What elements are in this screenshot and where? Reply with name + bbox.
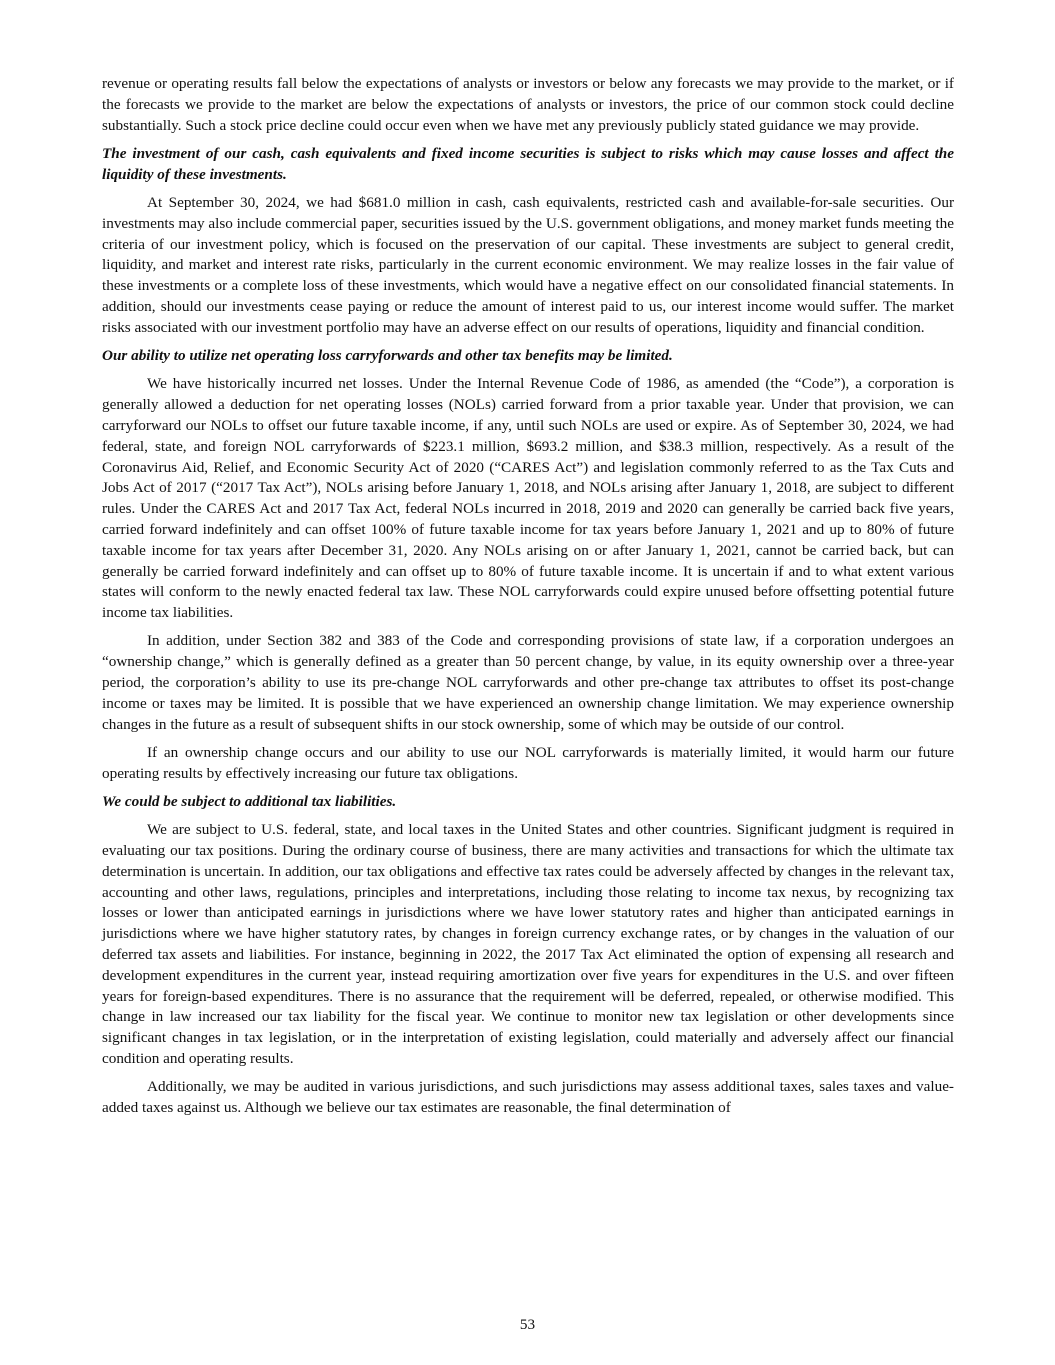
document-page: [102, 74, 954, 1126]
paragraph-nol-history: We have historically incurred net losses. Under the Internal Revenue Code of 1986, as amended (the “Code”), a corporation is generally allowed a deduction for net operating losses (NOLs) carried forward from a prior taxable year. Under that provision, we can carryforward our NOLs to offset our future taxable income, if any, until such NOLs are used or expire. As of September 30, 2024, we had federal, state, and foreign NOL carryforwards of $223.1 million, $693.2 million, and $38.3 million, respectively. As a result of the Coronavirus Aid, Relief, and Economic Security Act of 2020 (“CARES Act”) and legislation commonly referred to as the Tax Cuts and Jobs Act of 2017 (“2017 Tax Act”), NOLs arising before January 1, 2018, and NOLs arising after January 1, 2018, are subject to different rules. Under the CARES Act and 2017 Tax Act, federal NOLs incurred in 2018, 2019 and 2020 can generally be carried back five years, carried forward indefinitely and can offset 100% of future taxable income for tax years before January 1, 2021 and up to 80% of future taxable income for tax years after December 31, 2020. Any NOLs arising on or after January 1, 2021, cannot be carried back, but can generally be carried forward indefinitely and can offset up to 80% of future taxable income. It is uncertain if and to what extent various states will conform to the newly enacted federal tax law. These NOL carryforwards could expire unused before offsetting potential future income tax liabilities.: [102, 375, 954, 622]
paragraph-ownership-harm: If an ownership change occurs and our ability to use our NOL carryforwards is materially limited, it would harm our future operating results by effectively increasing our future tax obligations.: [102, 743, 954, 782]
paragraph-investments: At September 30, 2024, we had $681.0 million in cash, cash equivalents, restricted cash and available-for-sale securities. Our investments may also include commercial paper, securities issued by the U.S. government obligations, and money market funds meeting the criteria of our investment policy, which is focused on the preservation of our capital. These investments are subject to general credit, liquidity, and market and interest rate risks, particularly in the current economic environment. We may realize losses in the fair value of these investments or a complete loss of these investments, which would have a negative effect on our consolidated financial statements. In addition, should our investments cease paying or reduce the amount of interest paid to us, our interest income would suffer. The market risks associated with our investment portfolio may have an adverse effect on our results of operations, liquidity and financial condition.: [102, 193, 954, 336]
heading-tax-liabilities: We could be subject to additional tax liabilities.: [102, 793, 397, 810]
heading-investment-risk: The investment of our cash, cash equivalents and fixed income securities is subject to risks which may cause losses and affect the liquidity of these investments.: [102, 144, 954, 183]
page-number: 53: [519, 1316, 536, 1333]
paragraph-ownership-change: In addition, under Section 382 and 383 of the Code and corresponding provisions of state law, if a corporation undergoes an “ownership change,” which is generally defined as a greater than 50 percent change, by value, in its equity ownership over a three-year period, the corporation’s ability to use its pre-change NOL carryforwards and other pre-change tax attributes to offset its post-change income or taxes may be limited. It is possible that we have experienced an ownership change limitation. We may experience ownership changes in the future as a result of subsequent shifts in our stock ownership, some of which may be outside of our control.: [102, 632, 954, 733]
heading-nol-carryforwards: Our ability to utilize net operating loss carryforwards and other tax benefits may be limited.: [102, 347, 673, 365]
paragraph-continuation: revenue or operating results fall below the expectations of analysts or investors or below any forecasts we may provide to the market, or if the forecasts we provide to the market are below the expectations of analysts or investors, the price of our common stock could decline substantially. Such a stock price decline could occur even when we have met any previously publicly stated guidance we may provide.: [102, 75, 954, 134]
paragraph-audits: Additionally, we may be audited in various jurisdictions, and such jurisdictions may assess additional taxes, sales taxes and value-added taxes against us. Although we believe our tax estimates are reasonable, the final determination of: [102, 1078, 954, 1117]
paragraph-tax-subject: We are subject to U.S. federal, state, and local taxes in the United States and other countries. Significant judgment is required in evaluating our tax positions. During the ordinary course of business, there are many activities and transactions for which the ultimate tax determination is uncertain. In addition, our tax obligations and effective tax rates could be adversely affected by changes in the relevant tax, accounting and other laws, regulations, principles and interpretations, including those relating to income tax nexus, by recognizing tax losses or lower than anticipated earnings in jurisdictions where we have lower statutory rates and higher than anticipated earnings in jurisdictions where we have higher statutory rates, by changes in foreign currency exchange rates, or by changes in the valuation of our deferred tax assets and liabilities. For instance, beginning in 2022, the 2017 Tax Act eliminated the option of expensing all research and development expenditures in the current year, instead requiring amortization over five years for expenditures in the U.S. and over fifteen years for foreign-based expenditures. There is no assurance that the requirement will be deferred, repealed, or otherwise modified. This change in law increased our tax liability for the fiscal year. We continue to monitor new tax legislation or other developments since significant changes in tax legislation, or in the interpretation of existing legislation, could materially and adversely affect our financial condition and operating results.: [102, 821, 954, 1068]
